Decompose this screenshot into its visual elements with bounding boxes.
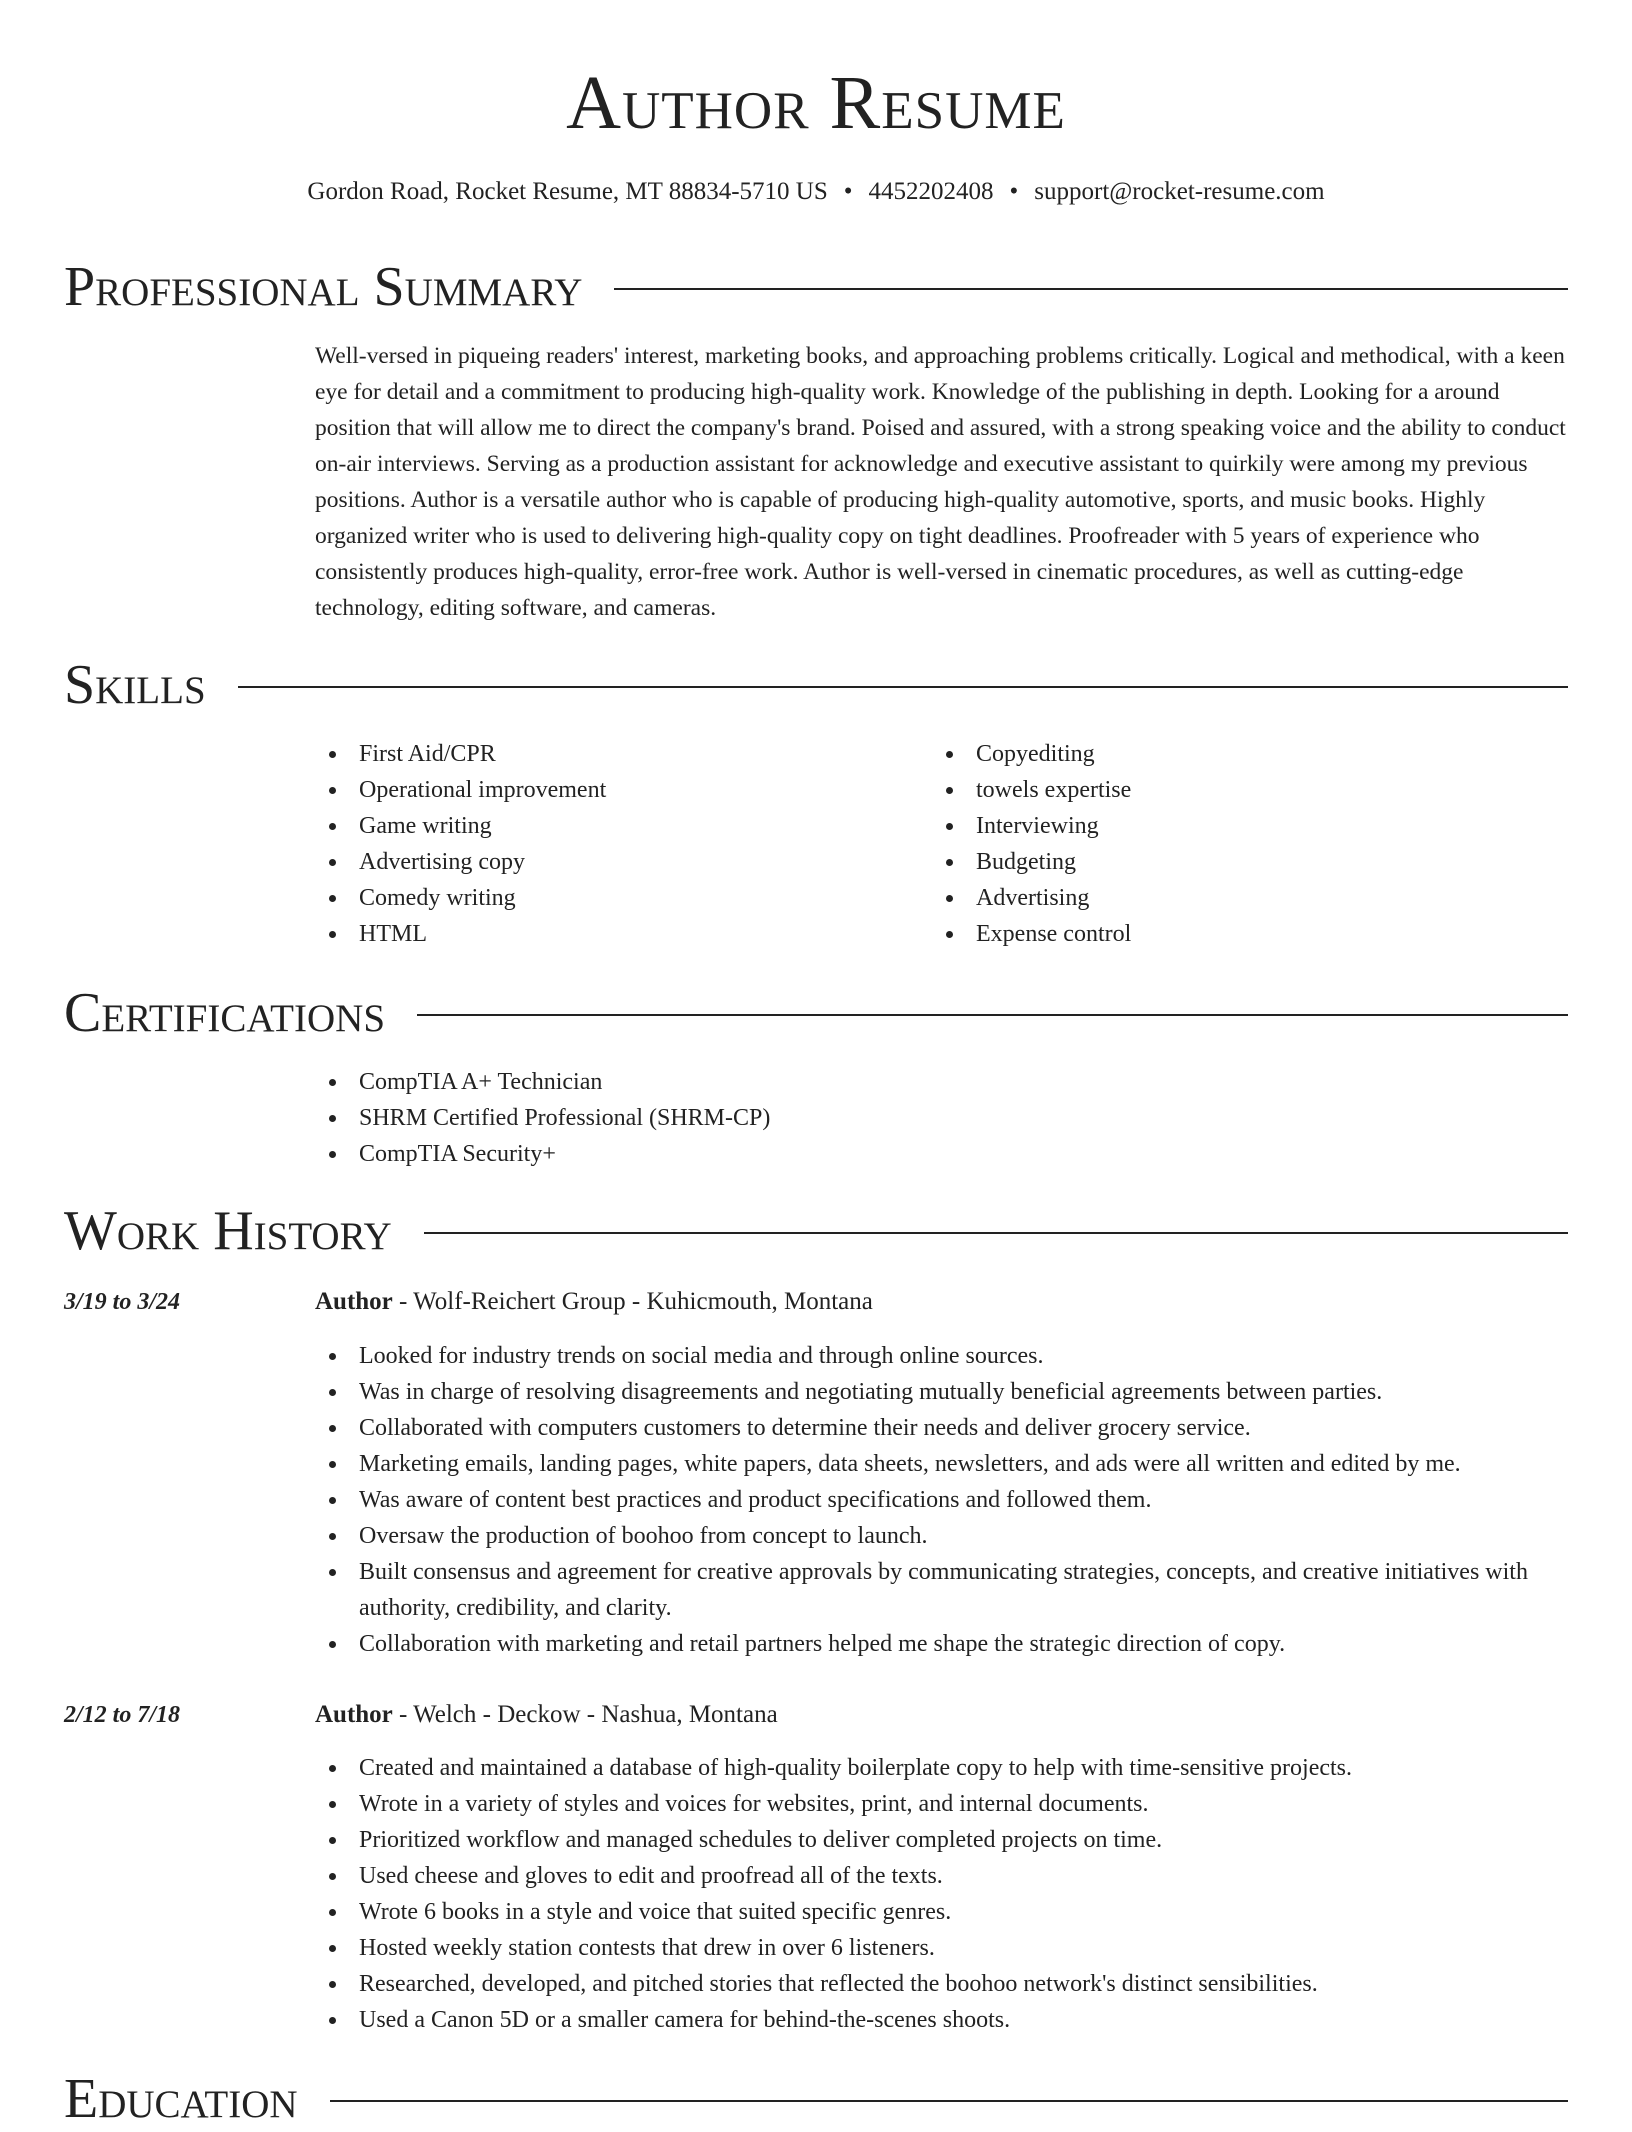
skill-item: HTML — [315, 916, 915, 952]
section-title-summary: Professional Summary — [64, 256, 583, 318]
skill-item: Advertising copy — [315, 844, 915, 880]
skill-item: Expense control — [932, 916, 1552, 952]
skill-item: towels expertise — [932, 772, 1552, 808]
job-employer: - Welch - Deckow - Nashua, Montana — [392, 1701, 778, 1728]
job-dates: 3/19 to 3/24 — [64, 1289, 181, 1315]
skill-item: Advertising — [932, 880, 1552, 916]
job-bullet: Wrote 6 books in a style and voice that suited specific genres. — [315, 1894, 1570, 1930]
job-role: Author — [315, 1701, 393, 1728]
certification-item: SHRM Certified Professional (SHRM-CP) — [315, 1100, 1565, 1136]
job-bullet: Hosted weekly station contests that drew in over 6 listeners. — [315, 1930, 1570, 1966]
skills-list-left — [315, 736, 915, 952]
job-bullet: Prioritized workflow and managed schedules to deliver completed projects on time. — [315, 1822, 1570, 1858]
skill-item: Budgeting — [932, 844, 1552, 880]
section-header-work-history — [64, 1198, 1568, 1264]
job-dates: 2/12 to 7/18 — [64, 1702, 181, 1728]
contact-separator: • — [843, 178, 853, 205]
job-bullet: Researched, developed, and pitched stories that reflected the boohoo network's distinct sensibilities. — [315, 1966, 1570, 2002]
contact-separator: • — [1009, 178, 1019, 205]
skill-item: Comedy writing — [315, 880, 915, 916]
job-bullet: Looked for industry trends on social media and through online sources. — [315, 1338, 1570, 1374]
contact-address: Gordon Road, Rocket Resume, MT 88834-5710 US — [307, 178, 828, 205]
job-bullet: Oversaw the production of boohoo from concept to launch. — [315, 1518, 1570, 1554]
section-rule — [417, 1014, 1568, 1016]
section-rule — [614, 288, 1568, 290]
job-bullet: Marketing emails, landing pages, white papers, data sheets, newsletters, and ads were all written and edited by me. — [315, 1446, 1570, 1482]
job-bullet: Created and maintained a database of high-quality boilerplate copy to help with time-sensitive projects. — [315, 1750, 1570, 1786]
job-heading — [315, 1284, 873, 1320]
job-bullet: Used a Canon 5D or a smaller camera for behind-the-scenes shoots. — [315, 2002, 1570, 2038]
job-bullet: Built consensus and agreement for creative approvals by communicating strategies, concepts, and creative initiatives with authority, credibility, and clarity. — [315, 1554, 1570, 1626]
certification-item: CompTIA A+ Technician — [315, 1064, 1565, 1100]
skill-item: First Aid/CPR — [315, 736, 915, 772]
section-rule — [330, 2100, 1568, 2102]
section-title-work-history: Work History — [64, 1200, 392, 1262]
skill-item: Operational improvement — [315, 772, 915, 808]
contact-line — [0, 174, 1632, 210]
summary-paragraph: Well-versed in piqueing readers' interest, marketing books, and approaching problems critically. Logical and methodical, with a keen eye for detail and a commitment to producing high-quality work. Knowledge of the publishing in depth. Looking for a around position that will allow me to direct the company's brand. Poised and assured, with a strong speaking voice and the ability to conduct on-air interviews. Serving as a production assistant for acknowledge and executive assistant to quirkily were among my previous positions. Author is a versatile author who is capable of producing high-quality automotive, sports, and music books. Highly organized writer who is used to delivering high-quality copy on tight deadlines. Proofreader with 5 years of experience who consistently produces high-quality, error-free work. Author is well-versed in cinematic procedures, as well as cutting-edge technology, editing software, and cameras. — [315, 343, 1566, 621]
skill-item: Game writing — [315, 808, 915, 844]
job-bullet: Collaborated with computers customers to determine their needs and deliver grocery service. — [315, 1410, 1570, 1446]
job-bullets — [315, 1750, 1570, 2038]
skills-list-right — [932, 736, 1552, 952]
skill-item: Interviewing — [932, 808, 1552, 844]
job-employer: - Wolf-Reichert Group - Kuhicmouth, Montana — [392, 1288, 873, 1315]
job-bullet: Was in charge of resolving disagreements and negotiating mutually beneficial agreements between parties. — [315, 1374, 1570, 1410]
skill-item: Copyediting — [932, 736, 1552, 772]
certification-item: CompTIA Security+ — [315, 1136, 1565, 1172]
contact-email: support@rocket-resume.com — [1034, 178, 1325, 205]
job-bullet: Collaboration with marketing and retail partners helped me shape the strategic direction of copy. — [315, 1626, 1570, 1662]
job-bullet: Was aware of content best practices and product specifications and followed them. — [315, 1482, 1570, 1518]
section-rule — [424, 1232, 1568, 1234]
section-header-skills — [64, 652, 1568, 718]
section-title-skills: Skills — [64, 654, 206, 716]
job-bullets — [315, 1338, 1570, 1662]
section-header-summary — [64, 254, 1568, 320]
section-header-certifications — [64, 980, 1568, 1046]
section-header-education — [64, 2066, 1568, 2132]
job-bullet: Wrote in a variety of styles and voices for websites, print, and internal documents. — [315, 1786, 1570, 1822]
certifications-list — [315, 1064, 1565, 1172]
contact-phone: 4452202408 — [868, 178, 994, 205]
resume-title: Author Resume — [566, 61, 1066, 145]
section-title-certifications: Certifications — [64, 982, 386, 1044]
section-rule — [238, 686, 1568, 688]
section-title-education: Education — [64, 2068, 298, 2130]
job-heading — [315, 1697, 778, 1733]
job-bullet: Used cheese and gloves to edit and proofread all of the texts. — [315, 1858, 1570, 1894]
job-role: Author — [315, 1288, 393, 1315]
